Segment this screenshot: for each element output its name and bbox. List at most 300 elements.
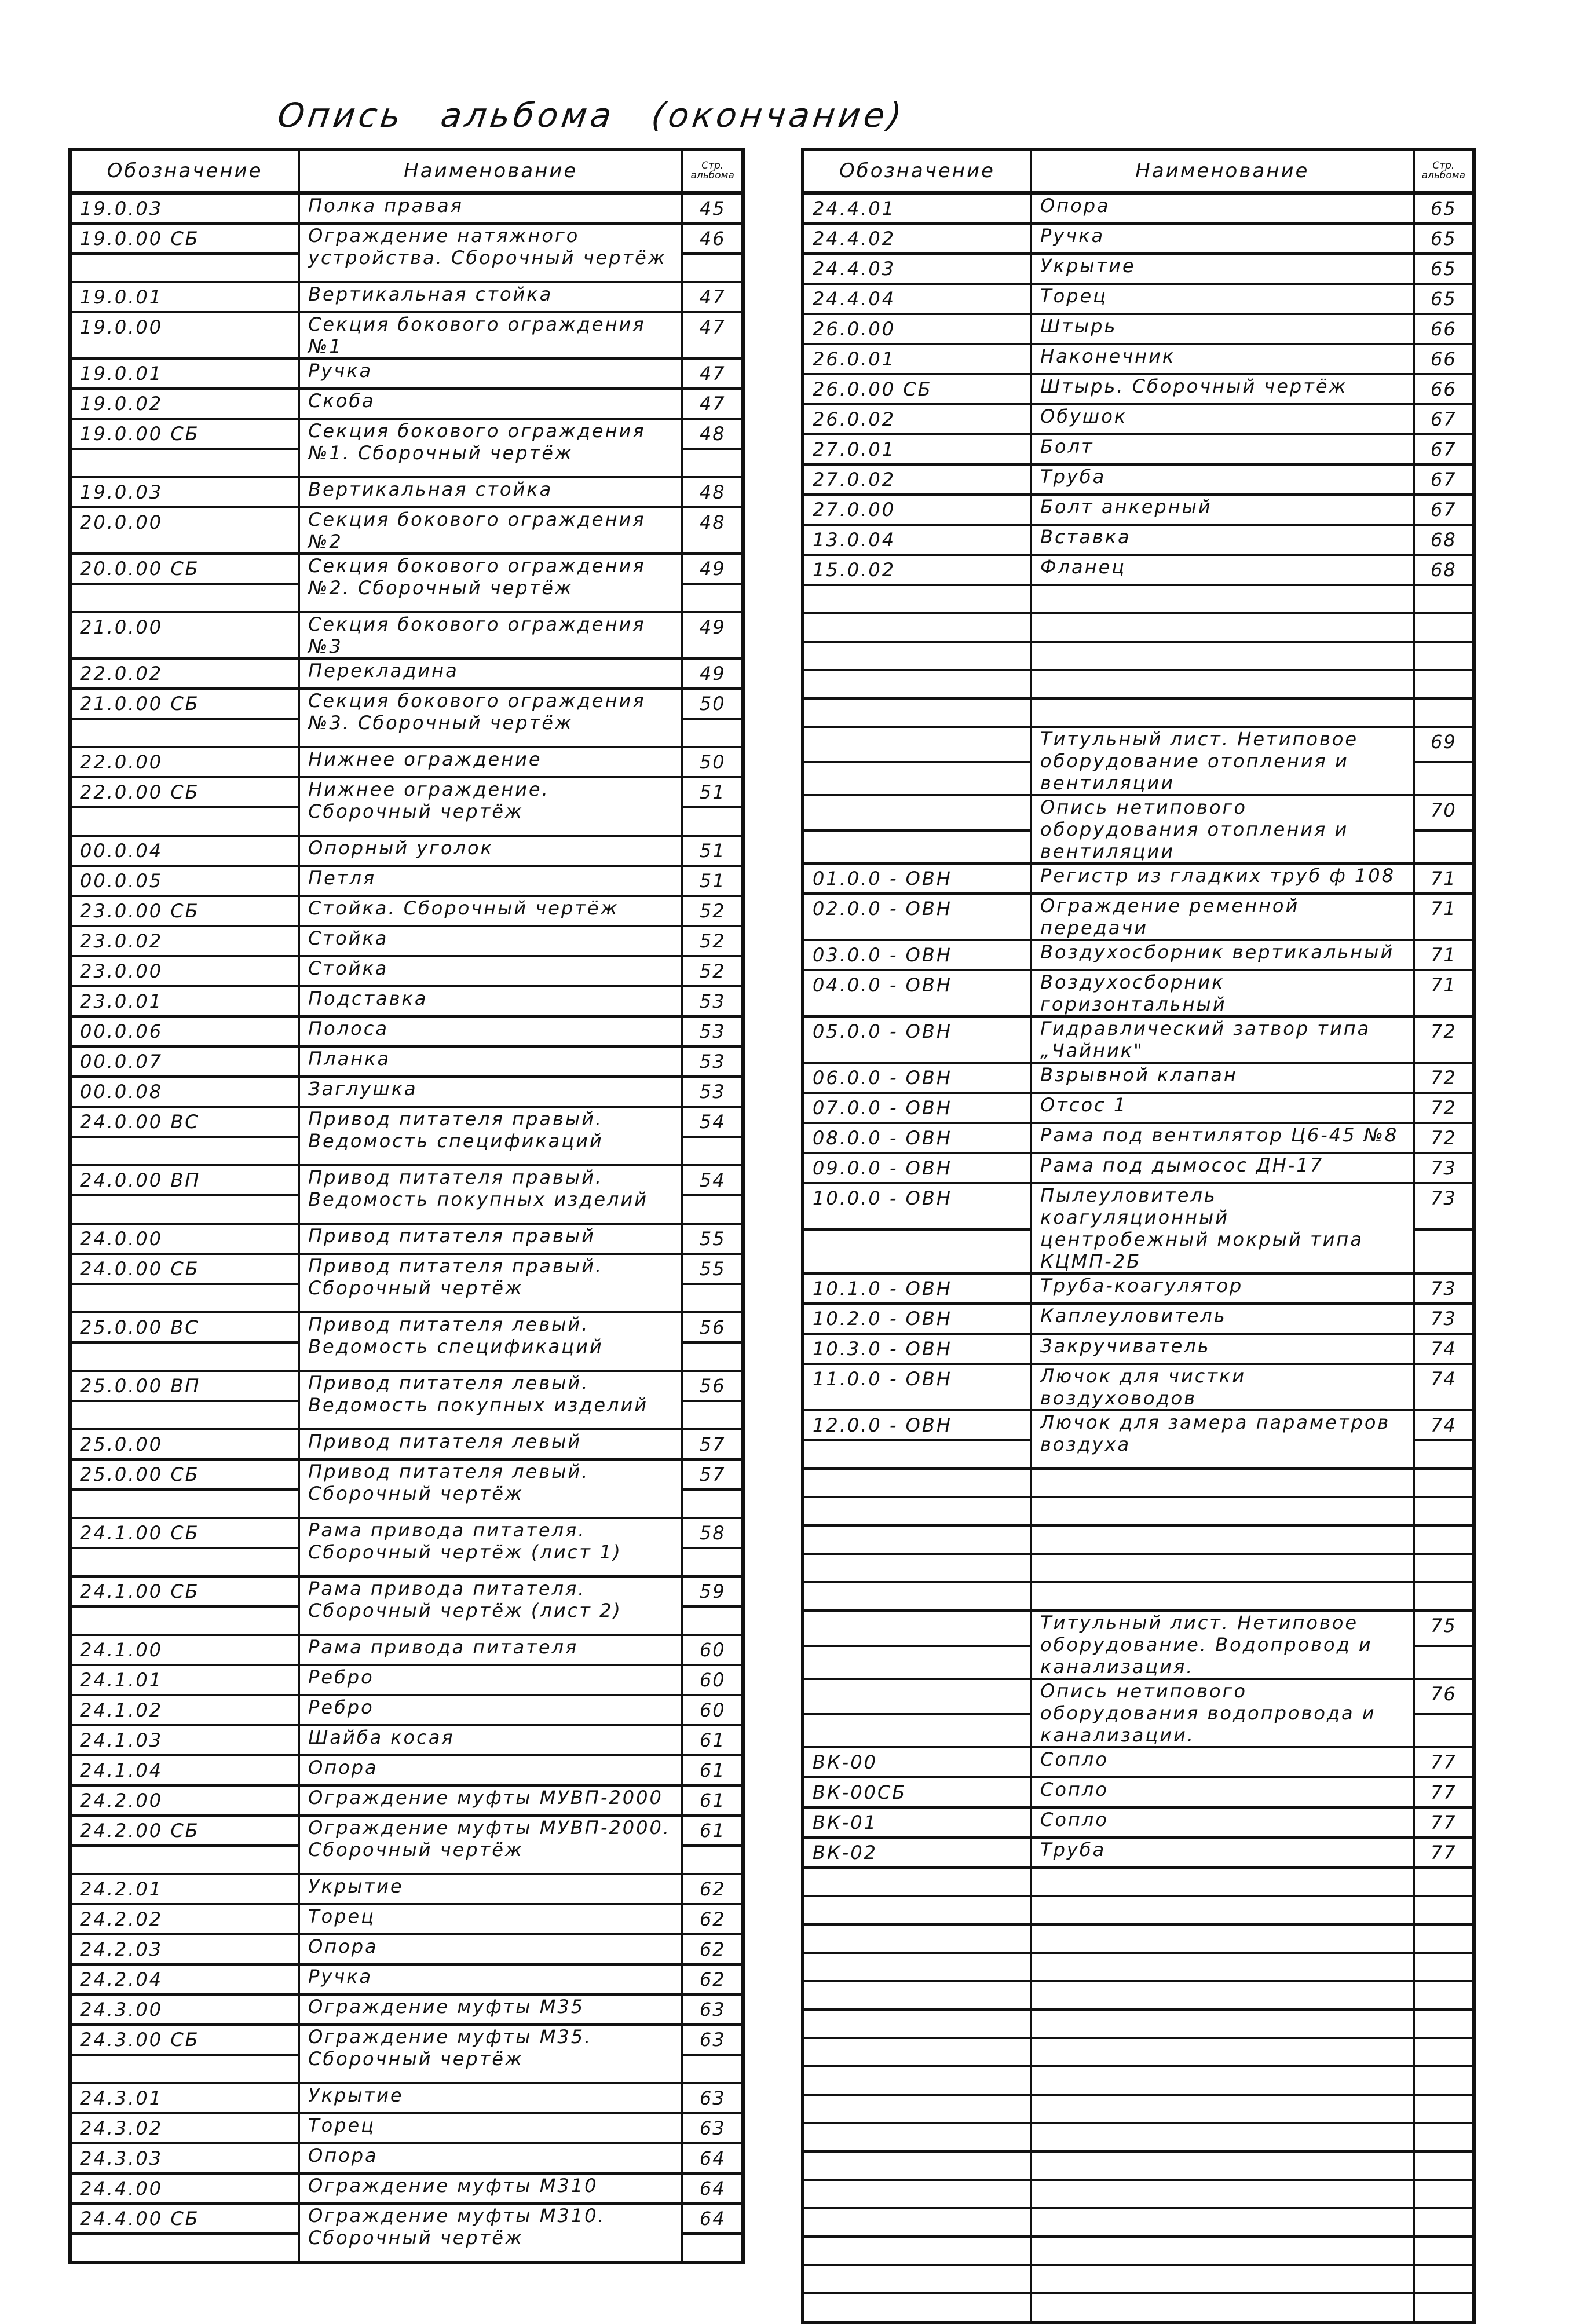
table-row	[70, 2083, 743, 2113]
cell-code	[70, 807, 299, 836]
cell-page: 62	[682, 1904, 743, 1934]
cell-name: Стойка. Сборочный чертёж	[299, 896, 682, 926]
cell-page: 57	[682, 1459, 743, 1489]
cell-name: Болт	[1031, 434, 1414, 464]
cell-name: Ограждение муфты МУВП-2000. Сборочный чертёж	[299, 1816, 682, 1874]
table-row	[803, 1611, 1474, 1646]
cell-page: 71	[1414, 894, 1474, 940]
cell-code	[803, 1981, 1031, 2010]
cell-page	[1414, 1924, 1474, 1953]
cell-name: Ребро	[299, 1695, 682, 1725]
cell-name	[1031, 698, 1414, 727]
cell-page	[682, 719, 743, 747]
table-row	[70, 836, 743, 866]
cell-name: Опора	[299, 1934, 682, 1964]
cell-name: Нижнее ограждение. Сборочный чертёж	[299, 777, 682, 836]
cell-page: 60	[682, 1665, 743, 1695]
cell-name	[1031, 1554, 1414, 1582]
cell-page	[682, 1342, 743, 1371]
cell-code	[803, 670, 1031, 698]
table-row	[70, 419, 743, 449]
cell-code: 24.1.02	[70, 1695, 299, 1725]
cell-page	[682, 1548, 743, 1576]
cell-code	[803, 1679, 1031, 1714]
cell-page	[1414, 642, 1474, 670]
cell-code	[70, 719, 299, 747]
cell-page: 63	[682, 2025, 743, 2055]
cell-page: 77	[1414, 1777, 1474, 1807]
cell-code	[803, 2095, 1031, 2123]
cell-code	[70, 1489, 299, 1518]
cell-page: 54	[682, 1107, 743, 1137]
table-row	[803, 2180, 1474, 2208]
cell-name: Вертикальная стойка	[299, 282, 682, 312]
cell-code: 05.0.0 - ОВН	[803, 1016, 1031, 1063]
cell-code: 24.3.00	[70, 1994, 299, 2025]
cell-code: 00.0.07	[70, 1046, 299, 1077]
cell-page: 72	[1414, 1123, 1474, 1153]
cell-code: 24.3.00 СБ	[70, 2025, 299, 2055]
cell-name: Опорный уголок	[299, 836, 682, 866]
table-row	[70, 1254, 743, 1284]
cell-name: Сопло	[1031, 1777, 1414, 1807]
cell-name: Отсос 1	[1031, 1093, 1414, 1123]
cell-page	[1414, 1229, 1474, 1273]
table-header	[70, 149, 743, 193]
cell-page	[682, 1489, 743, 1518]
cell-name: Труба	[1031, 1838, 1414, 1868]
table-row	[803, 193, 1474, 224]
table-row	[70, 2173, 743, 2204]
cell-name: Ребро	[299, 1665, 682, 1695]
table-row	[803, 727, 1474, 762]
cell-name: Воздухосборник горизонтальный	[1031, 970, 1414, 1016]
cell-code: 22.0.00	[70, 747, 299, 777]
cell-code	[803, 698, 1031, 727]
cell-code	[70, 1606, 299, 1635]
table-row	[70, 1165, 743, 1195]
table-row	[803, 374, 1474, 404]
cell-code	[803, 1229, 1031, 1273]
table-row	[70, 1312, 743, 1342]
cell-code	[70, 449, 299, 477]
cell-name: Каплеуловитель	[1031, 1304, 1414, 1334]
table-row	[70, 477, 743, 507]
cell-code	[70, 1195, 299, 1224]
cell-page	[1414, 762, 1474, 795]
cell-page: 65	[1414, 224, 1474, 254]
cell-page	[682, 2234, 743, 2263]
cell-code: 24.1.03	[70, 1725, 299, 1755]
cell-page: 77	[1414, 1838, 1474, 1868]
cell-page	[1414, 698, 1474, 727]
cell-code	[70, 1342, 299, 1371]
cell-page: 47	[682, 358, 743, 389]
table-row	[70, 389, 743, 419]
cell-page: 60	[682, 1695, 743, 1725]
table-row	[803, 970, 1474, 1016]
cell-page: 51	[682, 866, 743, 896]
table-row	[803, 1016, 1474, 1063]
cell-name: Труба	[1031, 464, 1414, 495]
cell-code: 19.0.02	[70, 389, 299, 419]
cell-name	[1031, 2293, 1414, 2322]
cell-name	[1031, 642, 1414, 670]
table-row	[70, 1874, 743, 1904]
table-row	[70, 554, 743, 584]
cell-code: 27.0.00	[803, 495, 1031, 525]
cell-name: Стойка	[299, 926, 682, 956]
table-row	[70, 2113, 743, 2143]
cell-code: 00.0.06	[70, 1016, 299, 1046]
cell-code: 09.0.0 - ОВН	[803, 1153, 1031, 1183]
table-row	[70, 658, 743, 689]
cell-code: 21.0.00	[70, 612, 299, 658]
cell-page: 64	[682, 2173, 743, 2204]
cell-page: 69	[1414, 727, 1474, 762]
cell-name: Фланец	[1031, 555, 1414, 585]
table-header	[803, 149, 1474, 193]
cell-page	[682, 1846, 743, 1874]
table-row	[803, 1838, 1474, 1868]
cell-name	[1031, 2038, 1414, 2066]
cell-code: 24.2.01	[70, 1874, 299, 1904]
cell-page: 49	[682, 612, 743, 658]
cell-code	[803, 642, 1031, 670]
cell-name	[1031, 1525, 1414, 1554]
cell-name	[1031, 1868, 1414, 1896]
cell-page: 56	[682, 1371, 743, 1401]
cell-page	[1414, 1497, 1474, 1525]
cell-code: 04.0.0 - ОВН	[803, 970, 1031, 1016]
cell-name	[1031, 2010, 1414, 2038]
table-row	[70, 2204, 743, 2234]
cell-name	[1031, 1953, 1414, 1981]
cell-page: 74	[1414, 1410, 1474, 1440]
table-row	[70, 866, 743, 896]
cell-page: 55	[682, 1224, 743, 1254]
cell-name: Привод питателя левый. Ведомость покупных изделий	[299, 1371, 682, 1429]
cell-name: Стойка	[299, 956, 682, 986]
cell-name: Рама привода питателя. Сборочный чертёж (лист 2)	[299, 1576, 682, 1635]
table-row	[803, 2010, 1474, 2038]
cell-page: 48	[682, 419, 743, 449]
cell-code: 26.0.00	[803, 314, 1031, 344]
cell-code: 12.0.0 - ОВН	[803, 1410, 1031, 1440]
cell-page: 53	[682, 1077, 743, 1107]
cell-name: Привод питателя правый	[299, 1224, 682, 1254]
cell-name	[1031, 2151, 1414, 2180]
table-row	[803, 2066, 1474, 2095]
cell-name: Привод питателя правый. Сборочный чертёж	[299, 1254, 682, 1312]
cell-code: 20.0.00	[70, 507, 299, 554]
cell-name: Штырь	[1031, 314, 1414, 344]
table-row	[803, 1153, 1474, 1183]
cell-name: Привод питателя правый. Ведомость спецификаций	[299, 1107, 682, 1165]
cell-code	[803, 2123, 1031, 2151]
cell-code: 19.0.00	[70, 312, 299, 358]
cell-name	[1031, 1497, 1414, 1525]
album-index-table-right	[801, 148, 1476, 2324]
table-row	[70, 224, 743, 254]
cell-name: Секция бокового ограждения №3	[299, 612, 682, 658]
cell-page: 73	[1414, 1153, 1474, 1183]
cell-code: 11.0.0 - ОВН	[803, 1364, 1031, 1410]
table-row	[70, 1016, 743, 1046]
cell-name: Воздухосборник вертикальный	[1031, 940, 1414, 970]
cell-page	[1414, 1981, 1474, 2010]
cell-page: 48	[682, 477, 743, 507]
cell-code	[70, 1548, 299, 1576]
cell-code	[803, 2265, 1031, 2293]
table-row	[70, 1107, 743, 1137]
cell-page	[682, 1401, 743, 1429]
table-body-right	[803, 193, 1474, 2323]
cell-name: Сопло	[1031, 1747, 1414, 1777]
cell-page: 62	[682, 1964, 743, 1994]
table-row	[70, 1371, 743, 1401]
cell-name: Ограждение муфты М310. Сборочный чертёж	[299, 2204, 682, 2263]
cell-code: ВК-00СБ	[803, 1777, 1031, 1807]
cell-code: 24.4.02	[803, 224, 1031, 254]
cell-name: Ручка	[299, 1964, 682, 1994]
cell-code: 24.4.00 СБ	[70, 2204, 299, 2234]
cell-page	[1414, 2066, 1474, 2095]
cell-page: 64	[682, 2204, 743, 2234]
table-row	[803, 224, 1474, 254]
cell-name: Ограждение муфты М35	[299, 1994, 682, 2025]
cell-page: 61	[682, 1785, 743, 1816]
cell-page	[1414, 670, 1474, 698]
cell-name: Привод питателя правый. Ведомость покупных изделий	[299, 1165, 682, 1224]
cell-page: 73	[1414, 1273, 1474, 1304]
cell-page: 61	[682, 1725, 743, 1755]
cell-name: Секция бокового ограждения №1	[299, 312, 682, 358]
cell-code: 24.1.01	[70, 1665, 299, 1695]
cell-page	[1414, 1646, 1474, 1679]
table-row	[803, 1410, 1474, 1440]
cell-page: 67	[1414, 434, 1474, 464]
cell-code	[803, 2293, 1031, 2322]
table-row	[803, 1554, 1474, 1582]
table-row	[70, 1635, 743, 1665]
cell-page: 61	[682, 1816, 743, 1846]
cell-code: 10.3.0 - ОВН	[803, 1334, 1031, 1364]
cell-code: 24.2.00 СБ	[70, 1816, 299, 1846]
cell-page: 67	[1414, 464, 1474, 495]
cell-name: Ограждение муфты М310	[299, 2173, 682, 2204]
cell-name: Рама привода питателя	[299, 1635, 682, 1665]
cell-code: 24.4.03	[803, 254, 1031, 284]
cell-page	[1414, 1868, 1474, 1896]
cell-page: 70	[1414, 795, 1474, 830]
table-row	[803, 1364, 1474, 1410]
cell-page: 73	[1414, 1183, 1474, 1229]
header-page: Стр. альбома	[682, 149, 743, 193]
cell-name: Перекладина	[299, 658, 682, 689]
cell-name: Ручка	[1031, 224, 1414, 254]
cell-name: Привод питателя левый. Сборочный чертёж	[299, 1459, 682, 1518]
cell-code: 02.0.0 - ОВН	[803, 894, 1031, 940]
table-row	[803, 1868, 1474, 1896]
cell-code: 22.0.02	[70, 658, 299, 689]
cell-page: 64	[682, 2143, 743, 2173]
table-row	[803, 2151, 1474, 2180]
cell-code: 24.4.01	[803, 193, 1031, 224]
cell-page: 47	[682, 389, 743, 419]
cell-page	[1414, 2208, 1474, 2237]
table-row	[70, 986, 743, 1016]
cell-page: 49	[682, 554, 743, 584]
cell-name	[1031, 2066, 1414, 2095]
cell-name: Труба-коагулятор	[1031, 1273, 1414, 1304]
table-row	[70, 1665, 743, 1695]
table-row	[803, 795, 1474, 830]
cell-code	[803, 830, 1031, 863]
cell-page: 63	[682, 2083, 743, 2113]
table-row	[803, 1063, 1474, 1093]
cell-code	[803, 1714, 1031, 1747]
header-name: Наименование	[1031, 149, 1414, 193]
cell-code: 24.1.00	[70, 1635, 299, 1665]
table-row	[803, 254, 1474, 284]
cell-code	[803, 1953, 1031, 1981]
table-row	[70, 1224, 743, 1254]
cell-page	[1414, 1440, 1474, 1469]
table-row	[803, 464, 1474, 495]
cell-name	[1031, 1896, 1414, 1924]
cell-name: Укрытие	[299, 1874, 682, 1904]
cell-page	[1414, 2038, 1474, 2066]
cell-code: 25.0.00 СБ	[70, 1459, 299, 1489]
table-row	[70, 193, 743, 224]
cell-code	[70, 254, 299, 282]
cell-page: 62	[682, 1874, 743, 1904]
table-row	[70, 312, 743, 358]
cell-page: 74	[1414, 1364, 1474, 1410]
cell-page	[1414, 2010, 1474, 2038]
cell-code: 20.0.00 СБ	[70, 554, 299, 584]
cell-page	[1414, 2265, 1474, 2293]
cell-name: Сопло	[1031, 1807, 1414, 1838]
cell-name: Опись нетипового оборудования отопления и вентиляции	[1031, 795, 1414, 863]
cell-code	[803, 2180, 1031, 2208]
cell-page: 76	[1414, 1679, 1474, 1714]
cell-name	[1031, 585, 1414, 613]
cell-name: Подставка	[299, 986, 682, 1016]
table-row	[803, 2265, 1474, 2293]
cell-page: 61	[682, 1755, 743, 1785]
cell-page	[1414, 2123, 1474, 2151]
table-row	[803, 1953, 1474, 1981]
table-row	[803, 1525, 1474, 1554]
cell-code: 19.0.01	[70, 358, 299, 389]
table-row	[803, 314, 1474, 344]
cell-code: 07.0.0 - ОВН	[803, 1093, 1031, 1123]
cell-code	[803, 1497, 1031, 1525]
cell-name	[1031, 2095, 1414, 2123]
cell-page: 53	[682, 1046, 743, 1077]
cell-name: Пылеуловитель коагуляционный центробежный мокрый типа КЦМП-2Б	[1031, 1183, 1414, 1273]
cell-code: 24.2.02	[70, 1904, 299, 1934]
cell-code	[803, 762, 1031, 795]
table-row	[803, 1123, 1474, 1153]
cell-page: 62	[682, 1934, 743, 1964]
table-row	[803, 525, 1474, 555]
table-row	[803, 1807, 1474, 1838]
cell-name: Штырь. Сборочный чертёж	[1031, 374, 1414, 404]
cell-page: 67	[1414, 404, 1474, 434]
cell-code: 24.3.02	[70, 2113, 299, 2143]
cell-name: Вертикальная стойка	[299, 477, 682, 507]
cell-code: 26.0.01	[803, 344, 1031, 374]
table-row	[803, 1747, 1474, 1777]
table-row	[70, 747, 743, 777]
cell-code: 00.0.05	[70, 866, 299, 896]
table-row	[803, 1981, 1474, 2010]
table-row	[803, 284, 1474, 314]
cell-page: 72	[1414, 1016, 1474, 1063]
cell-page	[1414, 2151, 1474, 2180]
table-row	[803, 585, 1474, 613]
table-row	[803, 2293, 1474, 2322]
cell-code: 19.0.01	[70, 282, 299, 312]
cell-name: Заглушка	[299, 1077, 682, 1107]
cell-page	[682, 254, 743, 282]
cell-code: 10.1.0 - ОВН	[803, 1273, 1031, 1304]
cell-name: Секция бокового ограждения №2. Сборочный чертёж	[299, 554, 682, 612]
cell-page: 49	[682, 658, 743, 689]
table-row	[70, 1904, 743, 1934]
table-row	[803, 404, 1474, 434]
cell-code	[803, 1440, 1031, 1469]
cell-code: ВК-01	[803, 1807, 1031, 1838]
table-row	[70, 1429, 743, 1459]
cell-code: ВК-02	[803, 1838, 1031, 1868]
cell-code	[803, 2010, 1031, 2038]
cell-code	[70, 1846, 299, 1874]
cell-name: Полка правая	[299, 193, 682, 224]
cell-code: 24.2.03	[70, 1934, 299, 1964]
cell-name: Наконечник	[1031, 344, 1414, 374]
cell-name: Полоса	[299, 1016, 682, 1046]
cell-page	[682, 1195, 743, 1224]
cell-code: 25.0.00 ВС	[70, 1312, 299, 1342]
table-row	[70, 507, 743, 554]
table-row	[70, 1459, 743, 1489]
cell-page	[1414, 585, 1474, 613]
table-row	[803, 670, 1474, 698]
cell-name: Рама под вентилятор Ц6-45 №8	[1031, 1123, 1414, 1153]
cell-name	[1031, 1469, 1414, 1497]
cell-name: Секция бокового ограждения №2	[299, 507, 682, 554]
cell-name: Гидравлический затвор типа „Чайник"	[1031, 1016, 1414, 1063]
cell-code: 24.4.00	[70, 2173, 299, 2204]
table-row	[803, 2237, 1474, 2265]
cell-name: Лючок для чистки воздуховодов	[1031, 1364, 1414, 1410]
cell-page: 50	[682, 747, 743, 777]
cell-code	[803, 1646, 1031, 1679]
table-row	[803, 642, 1474, 670]
table-row	[803, 1924, 1474, 1953]
cell-code: 10.2.0 - ОВН	[803, 1304, 1031, 1334]
cell-name: Укрытие	[1031, 254, 1414, 284]
cell-code	[803, 1924, 1031, 1953]
cell-code	[803, 1868, 1031, 1896]
cell-code	[803, 1554, 1031, 1582]
cell-name: Планка	[299, 1046, 682, 1077]
cell-page: 47	[682, 312, 743, 358]
